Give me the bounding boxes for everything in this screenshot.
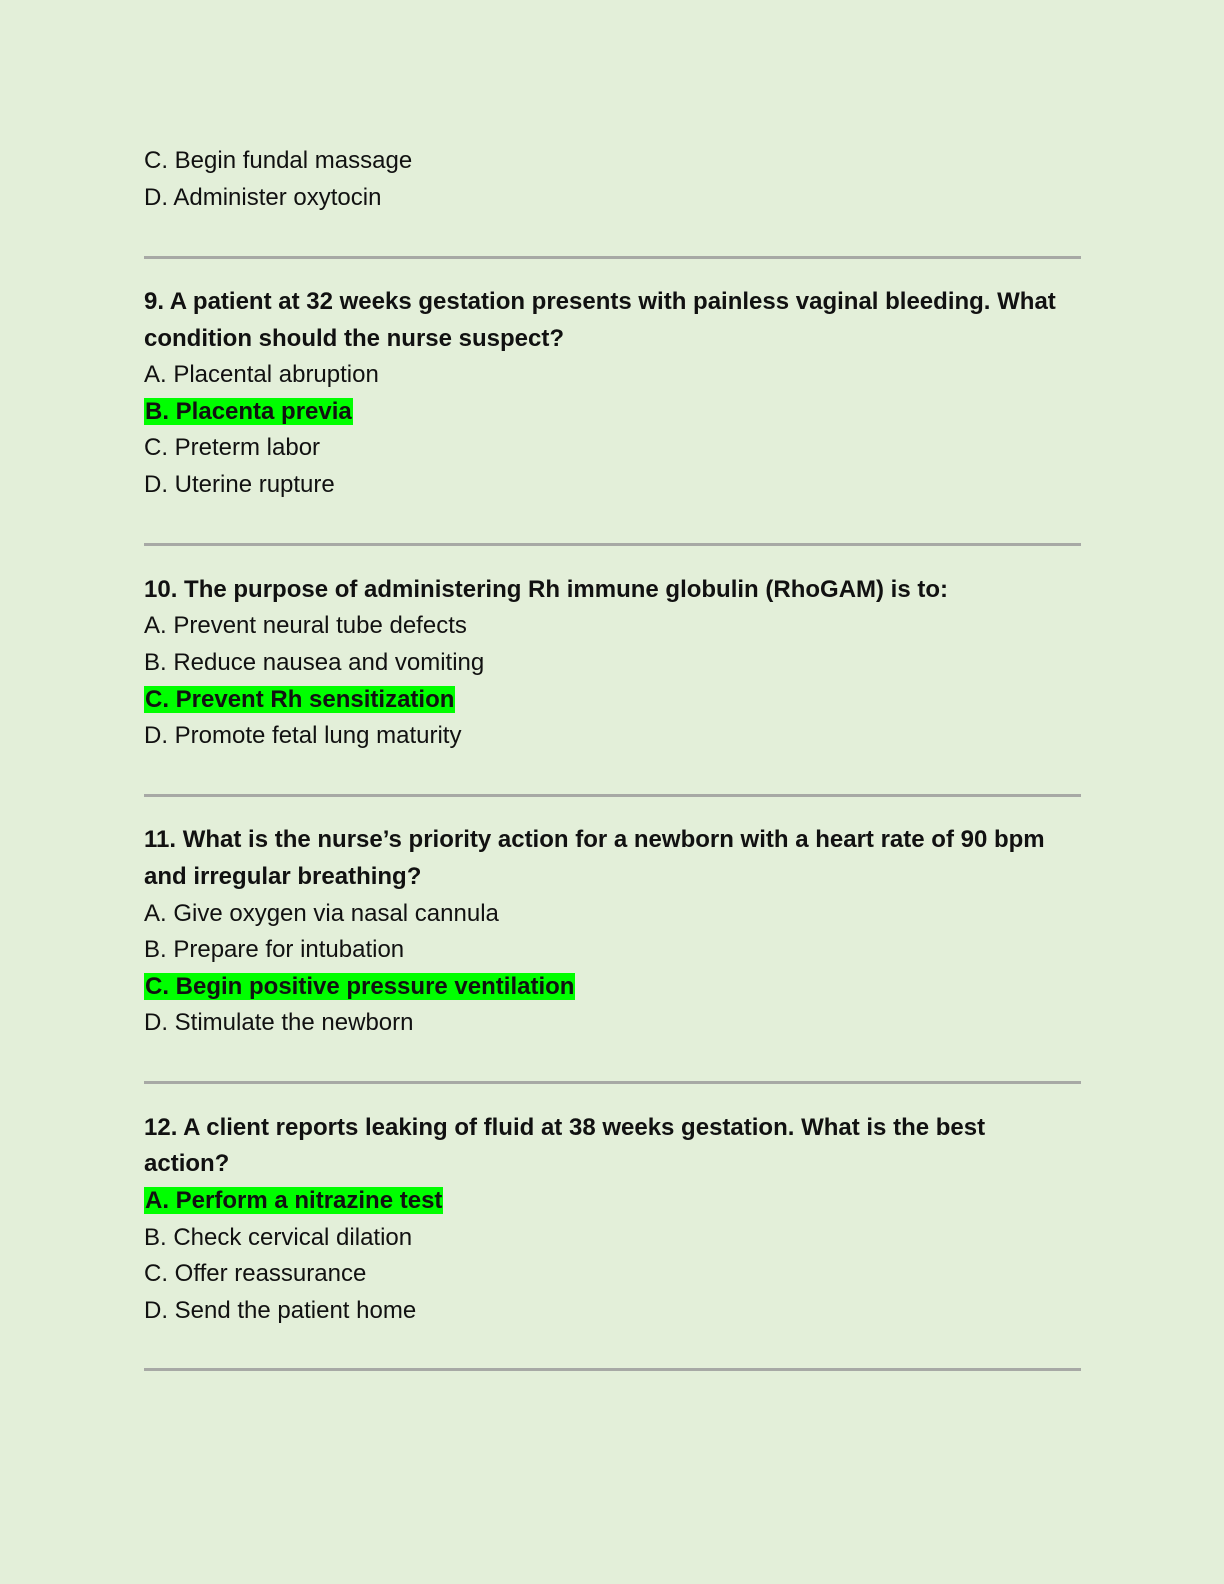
divider [144, 1368, 1081, 1371]
divider [144, 256, 1081, 259]
divider [144, 794, 1081, 797]
q9-text-line2: condition should the nurse suspect? [144, 325, 565, 352]
q11-text-line2: and irregular breathing? [144, 863, 422, 890]
divider [144, 543, 1081, 546]
divider [144, 1081, 1081, 1084]
q11-option-a: A. Give oxygen via nasal cannula [144, 900, 499, 927]
correct-answer-highlight: C. Prevent Rh sensitization [145, 686, 455, 713]
q8-option-c: C. Begin fundal massage [144, 147, 413, 174]
q12-text-line2: action? [144, 1150, 230, 1177]
q12-option-c: C. Offer reassurance [144, 1260, 367, 1287]
q12-option-a-correct [144, 1182, 443, 1219]
q10-option-d: D. Promote fetal lung maturity [144, 722, 462, 749]
q9-text-line1: 9. A patient at 32 weeks gestation presents with painless vaginal bleeding. What [144, 288, 1056, 315]
q12-option-b: B. Check cervical dilation [144, 1224, 413, 1251]
q10-option-c-correct [144, 681, 455, 718]
q9-option-c: C. Preterm labor [144, 434, 321, 461]
q9-option-b-correct [144, 393, 353, 430]
q12-option-d: D. Send the patient home [144, 1297, 417, 1324]
correct-answer-highlight: C. Begin positive pressure ventilation [145, 973, 575, 1000]
q9-option-d: D. Uterine rupture [144, 471, 335, 498]
q11-option-d: D. Stimulate the newborn [144, 1009, 414, 1036]
q11-text-line1: 11. What is the nurse’s priority action for a newborn with a heart rate of 90 bpm [144, 826, 1045, 853]
q11-option-c-correct [144, 968, 575, 1005]
correct-answer-highlight: B. Placenta previa [145, 398, 352, 425]
q8-option-d: D. Administer oxytocin [144, 184, 382, 211]
q9-option-a: A. Placental abruption [144, 361, 379, 388]
q10-text-line1: 10. The purpose of administering Rh immune globulin (RhoGAM) is to: [144, 576, 948, 603]
q11-option-b: B. Prepare for intubation [144, 936, 405, 963]
q12-text-line1: 12. A client reports leaking of fluid at 38 weeks gestation. What is the best [144, 1114, 986, 1141]
q10-option-b: B. Reduce nausea and vomiting [144, 649, 485, 676]
q10-option-a: A. Prevent neural tube defects [144, 612, 467, 639]
correct-answer-highlight: A. Perform a nitrazine test [145, 1187, 443, 1214]
